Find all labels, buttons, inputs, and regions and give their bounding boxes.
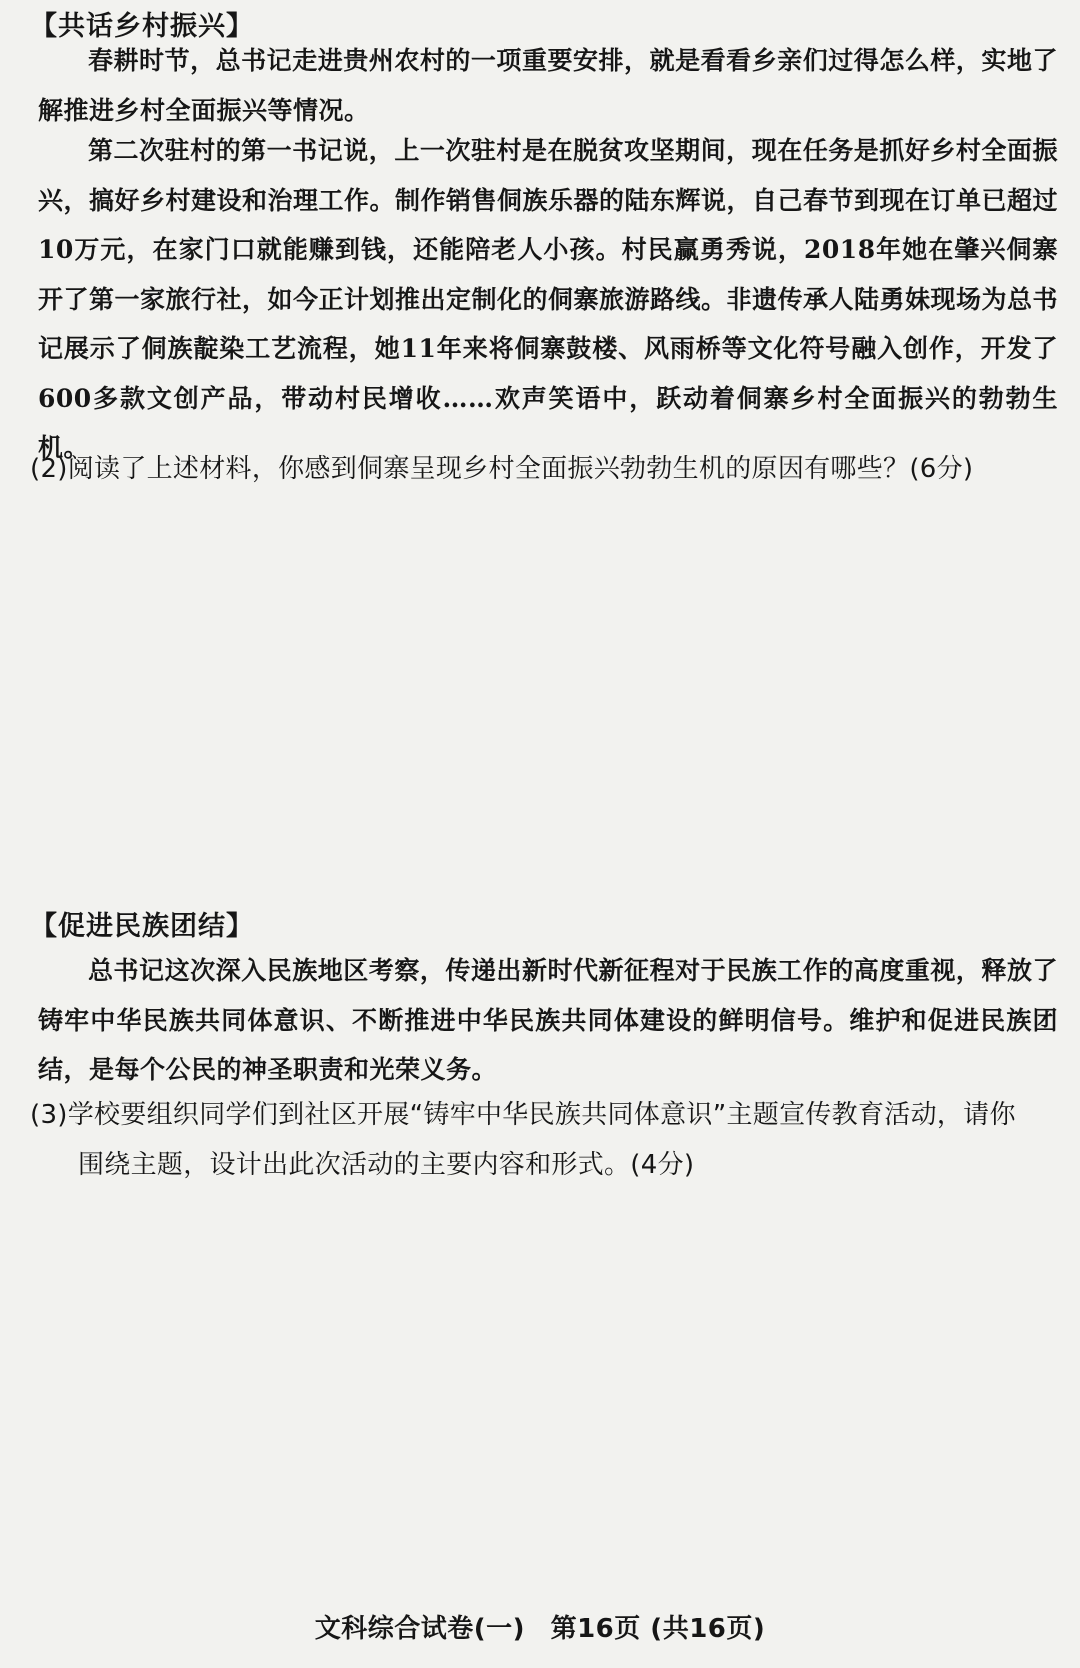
page-number: 第16页 (共16页): [550, 1614, 766, 1644]
section-title-rural-revitalization: 【共话乡村振兴】: [30, 11, 254, 42]
question-3-line-2: 围绕主题，设计出此次活动的主要内容和形式。(4分): [78, 1150, 695, 1180]
paragraph-ethnic-work: 总书记这次深入民族地区考察，传递出新时代新征程对于民族工作的高度重视，释放了铸牢中华民族共同体意识、不断推进中华民族共同体建设的鲜明信号。维护和促进民族团结，是每个公民的神圣职责和光荣义务。: [38, 956, 1058, 1084]
paper-name: 文科综合试卷(一): [314, 1614, 526, 1644]
paragraph-dong-village: 第二次驻村的第一书记说，上一次驻村是在脱贫攻坚期间，现在任务是抓好乡村全面振兴，搞好乡村建设和治理工作。制作销售侗族乐器的陆东辉说，自己春节到现在订单已超过10万元，在家门口就能赚到钱，还能陪老人小孩。村民赢勇秀说，2018年她在肇兴侗寨开了第一家旅行社，如今正计划推出定制化的侗寨旅游路线。非遗传承人陆勇妹现场为总书记展示了侗族靛染工艺流程，她11年来将侗寨鼓楼、风雨桥等文化符号融入创作，开发了600多款文创产品，带动村民增收……欢声笑语中，跃动着侗寨乡村全面振兴的勃勃生机。: [38, 136, 1059, 462]
section-title-ethnic-unity: 【促进民族团结】: [30, 911, 254, 942]
question-2: (2)阅读了上述材料，你感到侗寨呈现乡村全面振兴勃勃生机的原因有哪些？(6分): [30, 454, 974, 484]
paragraph-spring-farming: 春耕时节，总书记走进贵州农村的一项重要安排，就是看看乡亲们过得怎么样，实地了解推进乡村全面振兴等情况。: [38, 46, 1058, 125]
question-3-line-1: (3)学校要组织同学们到社区开展“铸牢中华民族共同体意识”主题宣传教育活动，请你: [30, 1100, 1016, 1130]
question-3: [30, 1090, 1060, 1190]
page-footer: [0, 1608, 1080, 1645]
